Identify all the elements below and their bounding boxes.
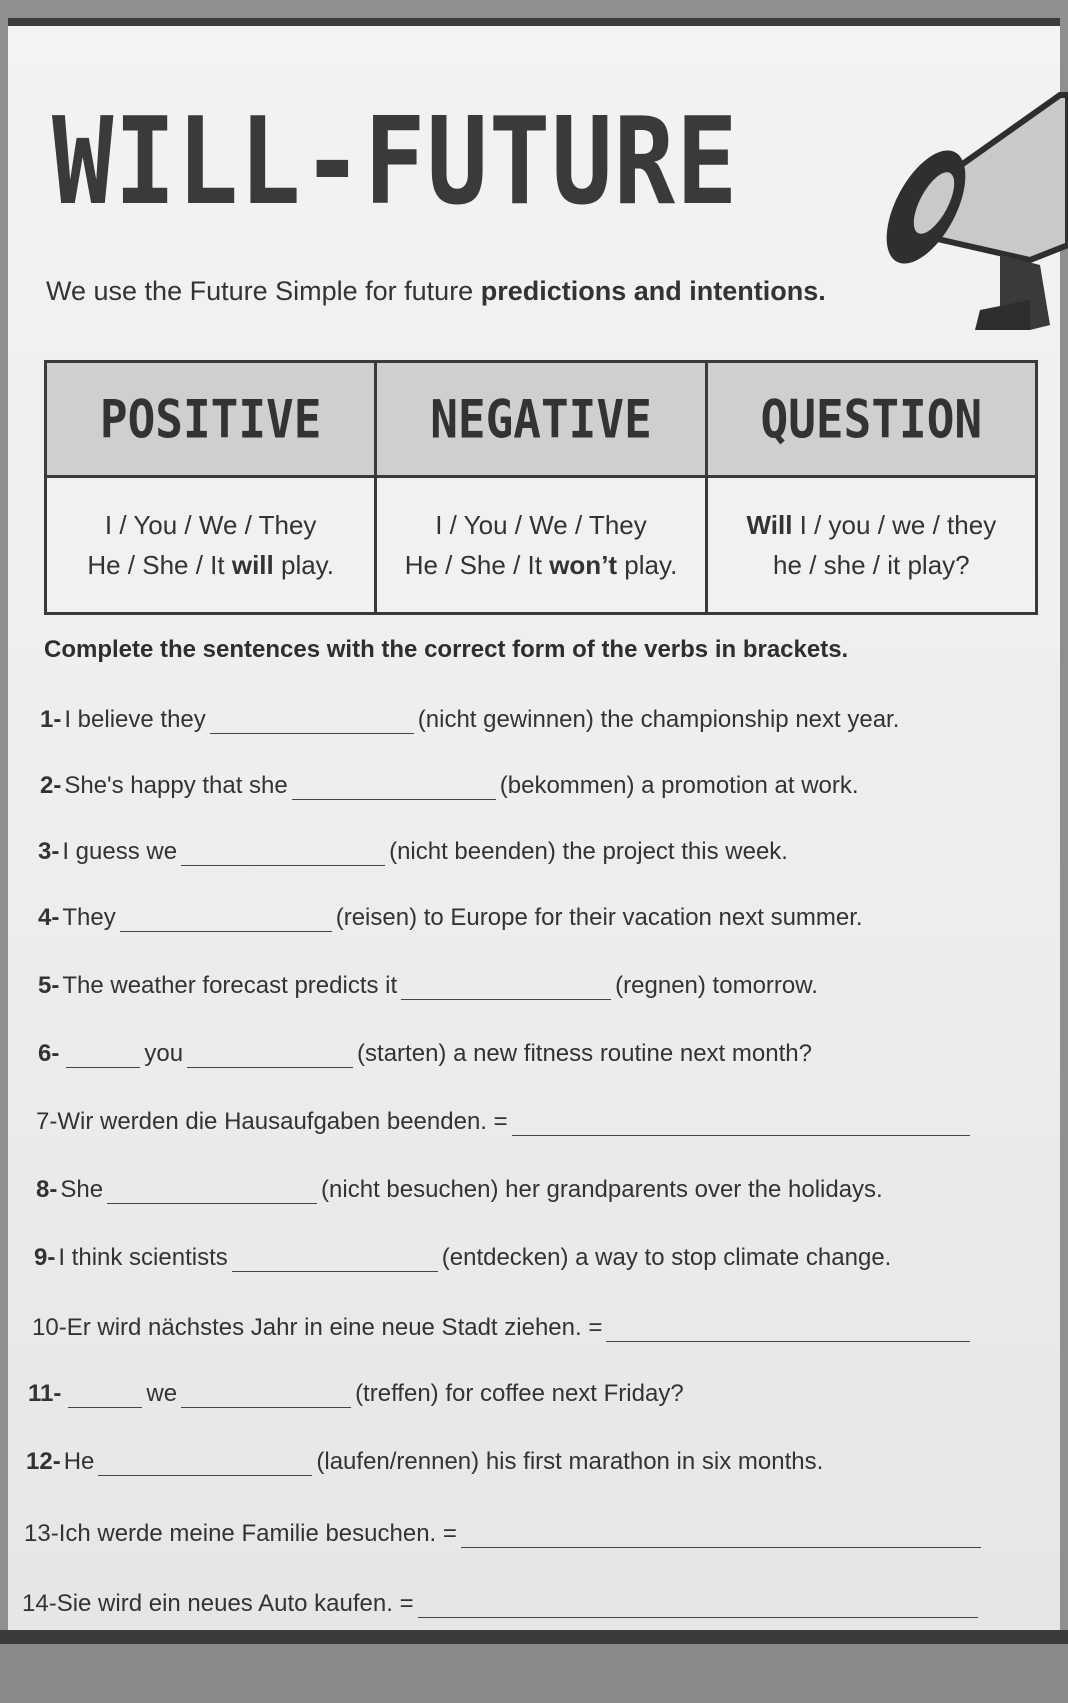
answer-blank[interactable]: [66, 1041, 140, 1068]
page-title: WILL-FUTURE: [52, 92, 739, 233]
exercise-10: 10- Er wird nächstes Jahr in eine neue Stadt ziehen. =: [32, 1302, 974, 1342]
answer-blank[interactable]: [461, 1521, 981, 1548]
answer-blank[interactable]: [181, 1381, 351, 1408]
background-surface: [0, 1644, 1068, 1703]
exercise-13: 13- Ich werde meine Familie besuchen. =: [24, 1508, 985, 1548]
answer-blank[interactable]: [292, 773, 496, 800]
exercise-3: 3- I guess we (nicht beenden) the project this week.: [38, 838, 788, 865]
exercise-1: 1- I believe they (nicht gewinnen) the championship next year.: [40, 706, 900, 733]
answer-blank[interactable]: [512, 1109, 970, 1136]
cell-question: Will I / you / we / they he / she / it play?: [706, 477, 1036, 614]
answer-blank[interactable]: [606, 1315, 970, 1342]
answer-blank[interactable]: [418, 1591, 978, 1618]
answer-blank[interactable]: [181, 839, 385, 866]
exercise-8: 8- She (nicht besuchen) her grandparents over the holidays.: [36, 1176, 883, 1203]
bottom-border: [0, 1630, 1068, 1644]
answer-blank[interactable]: [232, 1245, 438, 1272]
conjugation-table: [44, 360, 1038, 615]
answer-blank[interactable]: [68, 1381, 142, 1408]
answer-blank[interactable]: [107, 1177, 317, 1204]
exercise-12: 12- He (laufen/rennen) his first marathon in six months.: [26, 1448, 824, 1475]
answer-blank[interactable]: [187, 1041, 353, 1068]
cell-negative: I / You / We / They He / She / It won’t play.: [376, 477, 706, 614]
exercise-6: 6- you (starten) a new fitness routine next month?: [38, 1040, 812, 1067]
intro-text: We use the Future Simple for future predictions and intentions.: [46, 276, 826, 306]
instruction-text: Complete the sentences with the correct form of the verbs in brackets.: [44, 636, 849, 663]
header-negative: NEGATIVE: [376, 362, 706, 477]
answer-blank[interactable]: [401, 973, 611, 1000]
exercise-11: 11- we (treffen) for coffee next Friday?: [28, 1380, 684, 1407]
header-question: QUESTION: [706, 362, 1036, 477]
exercise-5: 5- The weather forecast predicts it (regnen) tomorrow.: [38, 972, 818, 999]
exercise-2: 2- She's happy that she (bekommen) a promotion at work.: [40, 772, 859, 799]
exercise-4: 4- They (reisen) to Europe for their vacation next summer.: [38, 904, 863, 931]
exercise-9: 9- I think scientists (entdecken) a way to stop climate change.: [34, 1244, 892, 1271]
cell-positive: I / You / We / They He / She / It will play.: [46, 477, 376, 614]
answer-blank[interactable]: [98, 1449, 312, 1476]
exercise-14: 14- Sie wird ein neues Auto kaufen. =: [22, 1578, 982, 1618]
answer-blank[interactable]: [120, 905, 332, 932]
exercise-7: 7- Wir werden die Hausaufgaben beenden. =: [36, 1096, 974, 1136]
header-positive: POSITIVE: [46, 362, 376, 477]
answer-blank[interactable]: [210, 707, 414, 734]
megaphone-icon: [880, 85, 1068, 345]
